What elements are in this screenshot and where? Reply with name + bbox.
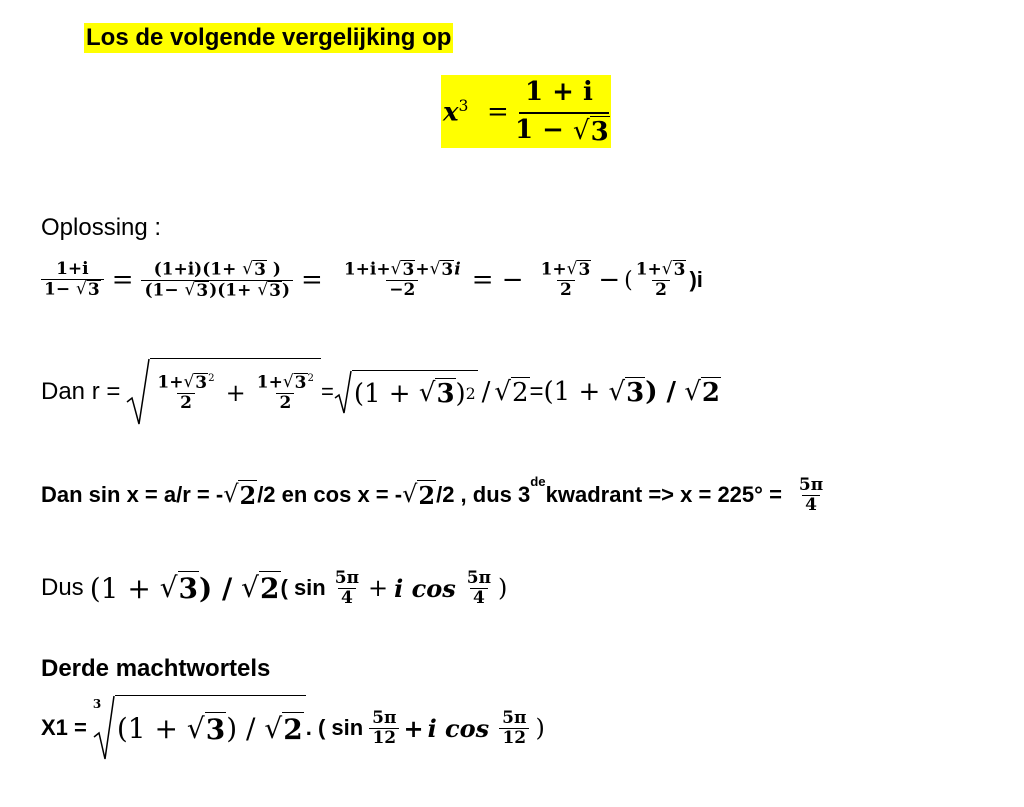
r-label: Dan r =: [41, 378, 121, 405]
minus-sign: −: [598, 265, 621, 295]
solution-step-3: Dan sin x = a/r = - √ 2 /2 en cos x = - √ 2 /2 , dus 3 $^{de}$ kwadrant => x = 225° = $\frac{5\pi}{4}$: [41, 474, 824, 515]
fraction-5: 1+ √ 3 2: [635, 259, 686, 300]
page-title: Los de volgende vergelijking op: [86, 24, 452, 51]
equals-sign: =: [320, 379, 334, 404]
equation-denominator: 1 − √ 3: [515, 115, 609, 147]
equation-equals: =: [487, 97, 509, 127]
radical-sign-icon: [126, 358, 150, 426]
section-heading: Derde machtwortels: [41, 655, 271, 682]
big-sqrt-1: 1+ √ 3 $^2$ 2 + 1+ √ 3 $^2$ 2: [126, 358, 321, 426]
solution-step-6: X1 = 3 (1 + √ 3 ) / √ 2 . ( sin $\frac{5\pi}{12}$ + i cos $\frac{5\pi}{12}$ ): [41, 693, 545, 763]
fraction-3: 1+i+ √ 3 + √ 3 i −2: [343, 259, 461, 300]
sqrt-2: √ 2: [494, 376, 529, 408]
equation-fraction-bar: [519, 112, 609, 114]
equation-numerator: 1 + i: [525, 77, 593, 107]
big-sqrt-2: (1 + √ 3 ) 2: [334, 370, 478, 414]
equals-sign-2: =: [529, 378, 544, 405]
close-paren-i: )i: [689, 267, 703, 292]
equals-3: = −: [471, 265, 524, 295]
r-result: (1 + √ 3 ) / √ 2: [543, 376, 720, 408]
solution-step-2: [41, 352, 721, 432]
equals-2: =: [301, 265, 323, 295]
equation-exponent: 3: [458, 97, 469, 115]
open-paren: (: [624, 267, 633, 293]
solution-step-4: Dus (1 + √ 3 ) / √ 2 ( sin $\frac{5\pi}{4}$ + i cos $\frac{5\pi}{4}$ ): [41, 567, 508, 608]
solution-label: Oplossing :: [41, 214, 162, 241]
fraction-2: (1+i)(1+ √ 3 ) (1− √ 3 )(1+ √ 3 ): [141, 260, 293, 300]
radical-sign-icon: [334, 370, 352, 414]
equation-variable: x: [443, 97, 459, 128]
fraction-1: 1+i 1− √ 3: [41, 260, 104, 299]
equals-1: =: [111, 265, 134, 295]
slash: /: [481, 377, 491, 407]
fraction-4: 1+ √ 3 2: [540, 259, 591, 300]
main-equation: [441, 75, 611, 148]
solution-step-1: [41, 250, 703, 310]
cube-root: 3 (1 + √ 3 ) / √ 2: [93, 695, 306, 761]
